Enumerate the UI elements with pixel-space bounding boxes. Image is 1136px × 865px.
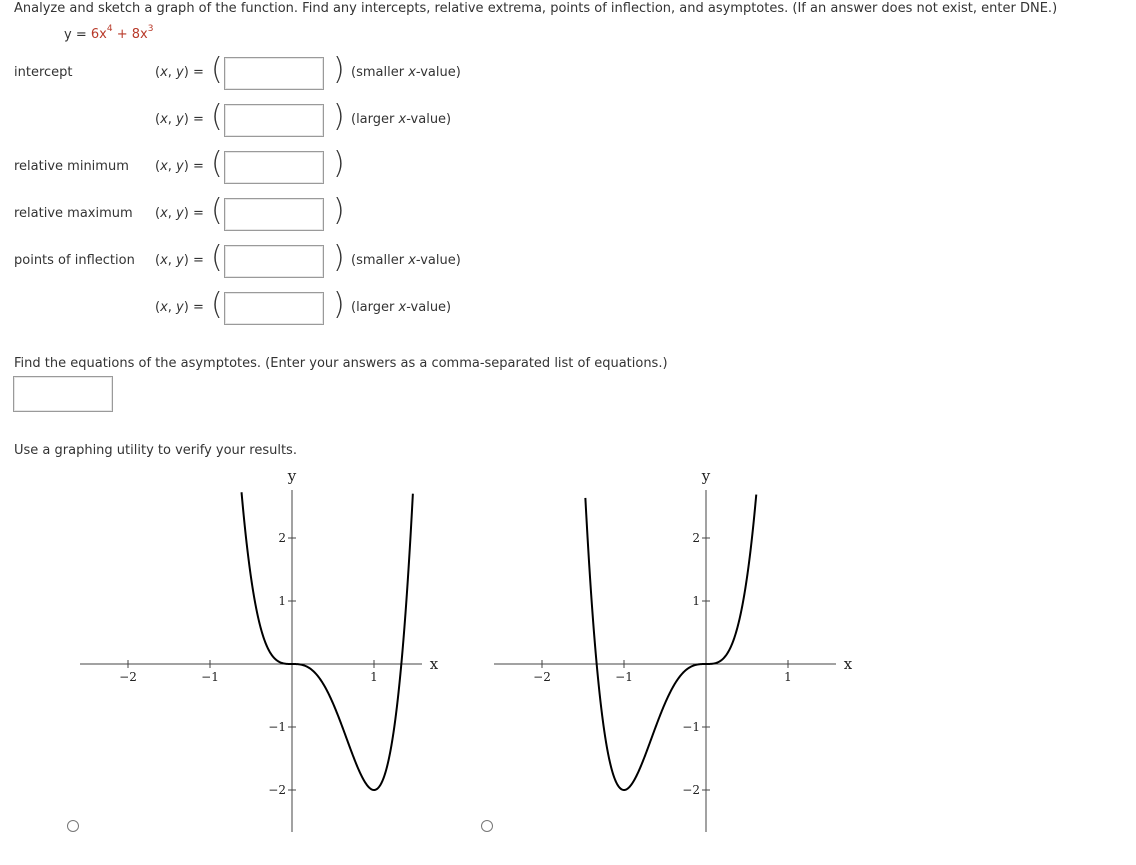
x-tick-label: 1 — [370, 670, 378, 684]
function-curve — [242, 492, 413, 790]
x-axis-label: x — [843, 655, 853, 673]
x-axis-label: x — [429, 655, 439, 673]
y-tick-label: 1 — [278, 594, 286, 608]
y-tick-label: 2 — [278, 531, 286, 545]
graph-option-1-radio[interactable] — [67, 820, 79, 832]
y-axis-label: y — [287, 467, 297, 485]
close-paren: ) — [333, 240, 345, 275]
answer-input[interactable] — [224, 292, 324, 325]
y-tick-label: −2 — [268, 783, 286, 797]
row-note: (larger x-value) — [351, 300, 452, 315]
answer-input[interactable] — [224, 245, 324, 278]
row-note: (smaller x-value) — [351, 253, 461, 268]
x-tick-label: −2 — [119, 670, 137, 684]
function-term-a: 6x — [90, 27, 107, 43]
open-paren: ( — [211, 193, 223, 228]
y-tick-label: 1 — [692, 594, 700, 608]
open-paren: ( — [211, 146, 223, 181]
xy-label: (x, y) = — [155, 112, 204, 127]
xy-label: (x, y) = — [155, 159, 204, 174]
y-tick-label: −1 — [268, 720, 286, 734]
answer-input[interactable] — [224, 151, 324, 184]
answer-input[interactable] — [224, 57, 324, 90]
y-axis-label: y — [701, 467, 711, 485]
answer-input[interactable] — [224, 198, 324, 231]
xy-label: (x, y) = — [155, 65, 204, 80]
open-paren: ( — [211, 240, 223, 275]
open-paren: ( — [211, 99, 223, 134]
function-term-b: + 8x — [112, 27, 148, 43]
answer-input[interactable] — [224, 104, 324, 137]
open-paren: ( — [211, 287, 223, 322]
xy-label: (x, y) = — [155, 253, 204, 268]
row-label: relative maximum — [14, 206, 133, 221]
function-exp-b: 3 — [147, 24, 154, 34]
close-paren: ) — [333, 99, 345, 134]
function-curve — [585, 495, 756, 790]
x-tick-label: −2 — [533, 670, 551, 684]
xy-label: (x, y) = — [155, 206, 204, 221]
graph-option-1 — [80, 460, 480, 840]
y-tick-label: −2 — [682, 783, 700, 797]
function-rhs — [90, 24, 154, 43]
function-lhs: y = — [64, 27, 91, 43]
asymptote-answer-input[interactable] — [13, 376, 113, 412]
graph-option-2 — [494, 460, 894, 840]
asymptote-prompt: Find the equations of the asymptotes. (Enter your answers as a comma-separated list of equations.) — [14, 356, 668, 371]
graph-option-2-radio[interactable] — [481, 820, 493, 832]
row-note: (larger x-value) — [351, 112, 452, 127]
x-tick-label: 1 — [784, 670, 792, 684]
close-paren: ) — [333, 193, 345, 228]
function-expression — [64, 26, 153, 42]
function-exp-a: 4 — [106, 24, 113, 34]
row-note: (smaller x-value) — [351, 65, 461, 80]
row-label: relative minimum — [14, 159, 129, 174]
y-tick-label: −1 — [682, 720, 700, 734]
xy-label: (x, y) = — [155, 300, 204, 315]
row-label: points of inflection — [14, 253, 135, 268]
open-paren: ( — [211, 52, 223, 87]
close-paren: ) — [333, 146, 345, 181]
y-tick-label: 2 — [692, 531, 700, 545]
verify-text: Use a graphing utility to verify your results. — [14, 443, 297, 458]
row-label: intercept — [14, 65, 73, 80]
close-paren: ) — [333, 287, 345, 322]
instructions-text: Analyze and sketch a graph of the function. Find any intercepts, relative extrema, points of inflection, and asymptotes. (If an answer does not exist, enter DNE.) — [14, 1, 1058, 16]
close-paren: ) — [333, 52, 345, 87]
x-tick-label: −1 — [201, 670, 219, 684]
x-tick-label: −1 — [615, 670, 633, 684]
